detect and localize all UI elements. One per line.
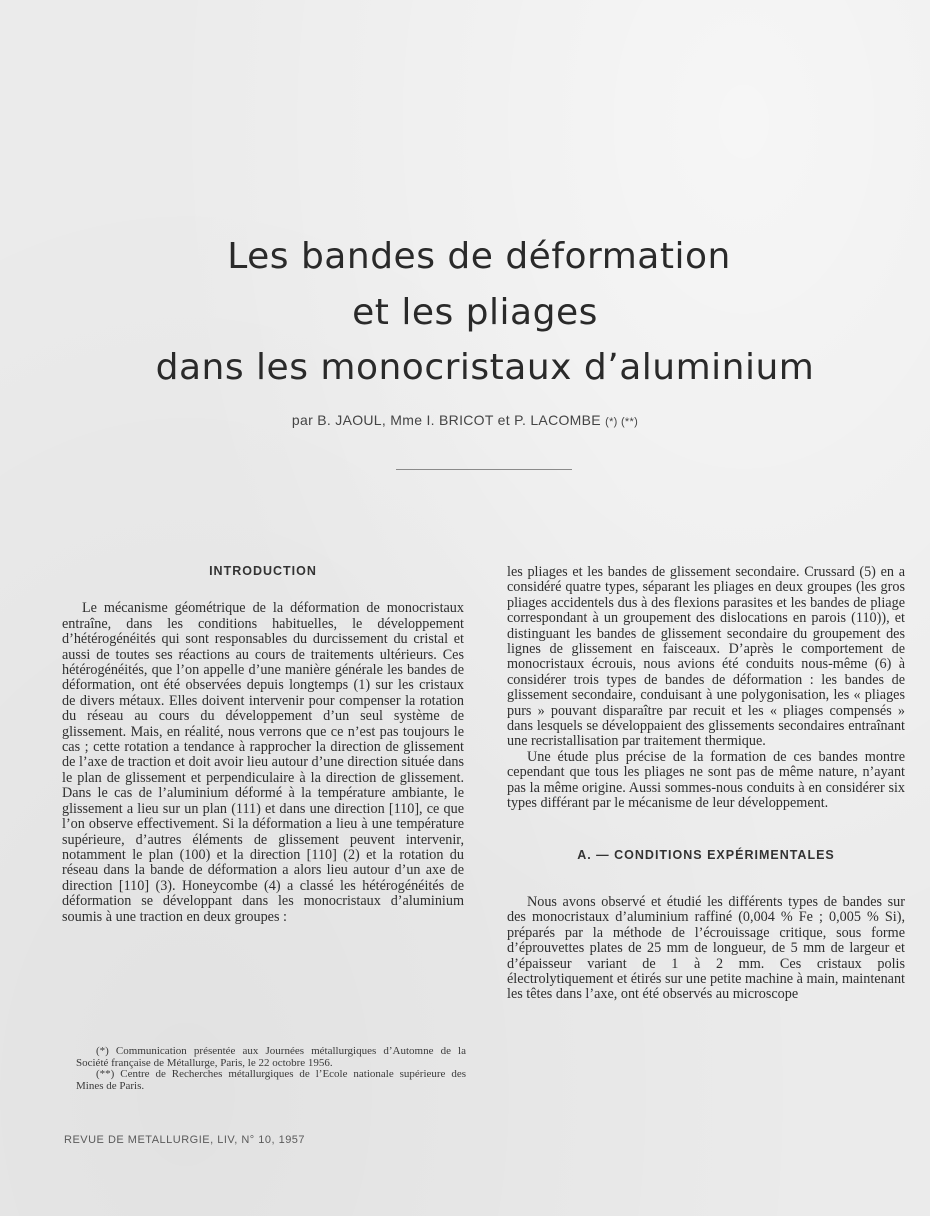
introduction-heading: INTRODUCTION bbox=[209, 564, 317, 578]
article-title-line-2: et les pliages bbox=[352, 292, 598, 333]
body-paragraph-1: les pliages et les bandes de glissement secondaire. Crussard (5) en a considéré quatre types, séparant les pliages en deux groupes (les gros pliages accidentels dus à des flexions parasites et les bandes de pliage correspondant à un groupement des dislocations en parois (110)), et distinguant les bandes de glissement secondaire du groupement des lignes de glissement en faisceaux. D’après le comportement de monocristaux écrouis, nous avions été conduits nous-même (6) à considérer trois types de bandes de déformation : les bandes de glissement secondaire, conduisant à une polygonisation, les « pliages purs » pouvant disparaître par recuit et les « pliages compensés » dans lesquels se développaient des glissements secondaires entraînant une recristallisation par traitement thermique. bbox=[507, 564, 905, 750]
footnotes bbox=[76, 1046, 466, 1092]
footnote-2: (**) Centre de Recherches métallurgiques de l’Ecole nationale supérieure des Mines de Paris. bbox=[76, 1068, 466, 1092]
body-paragraph-2: Une étude plus précise de la formation de ces bandes montre cependant que tous les pliages ne sont pas de même nature, n’ayant pas la même origine. Aussi sommes-nous conduits à en considérer six types différant par le mécanisme de leur développement. bbox=[507, 748, 905, 812]
section-heading-conditions: A. — CONDITIONS EXPÉRIMENTALES bbox=[577, 847, 835, 862]
author-line bbox=[0, 412, 930, 428]
introduction-paragraph: Le mécanisme géométrique de la déformation de monocristaux entraîne, dans les conditions habituelles, le développement d’hétérogénéités qui sont responsables du durcissement du cristal et aussi de toutes ses réactions au cours de traitements ultérieurs. Ces hétérogénéités, que l’on appelle d’une manière générale les bandes de déformation, ont été observées depuis longtemps (1) sur les cristaux de divers métaux. Elles doivent intervenir pour compenser la rotation du réseau au cours du développement d’un seul système de glissement. Mais, en réalité, nous verrons que ce n’est pas toujours le cas ; cette rotation a tendance à rapprocher la direction de glissement de l’axe de traction et doit avoir lieu autour d’une direction située dans le plan de glissement et perpendiculaire à la direction de glissement. Dans le cas de l’aluminium déformé à la température ambiante, le glissement a lieu sur un plan (111) et dans une direction [110], ce que l’on observe effectivement. Si la déformation a lieu à une température supérieure, d’autres éléments de glissement peuvent intervenir, notamment le plan (100) et la direction [110] (2) et la rotation du réseau dans la bande de déformation a alors lieu autour d’un axe de direction [110] (3). Honeycombe (4) a classé les hétérogénéités de déformation se développant dans les monocristaux d’aluminium soumis à une traction en deux groupes : bbox=[62, 600, 464, 925]
body-paragraph-3: Nous avons observé et étudié les différents types de bandes sur des monocristaux d’aluminium raffiné (0,004 % Fe ; 0,005 % Si), préparés par la méthode de l’écrouissage critique, sous forme d’éprouvettes plates de 25 mm de longueur, de 5 mm de largeur et d’épaisseur variant de 1 à 2 mm. Ces cristaux polis électrolytiquement et étirés sur une petite machine à main, maintenant les têtes dans l’axe, ont été observés au microscope bbox=[507, 893, 905, 1003]
author-footnote-marks: (*) (**) bbox=[605, 416, 639, 428]
article-title-line-3: dans les monocristaux d’aluminium bbox=[155, 347, 815, 388]
left-column bbox=[62, 560, 464, 925]
author-names: par B. JAOUL, Mme I. BRICOT et P. LACOMBE bbox=[291, 412, 601, 428]
title-divider bbox=[396, 469, 572, 470]
footnote-1: (*) Communication présentée aux Journées métallurgiques d’Automne de la Société française de Métallurge, Paris, le 22 octobre 1956. bbox=[76, 1045, 466, 1069]
right-column bbox=[507, 565, 905, 1003]
article-title-line-1: Les bandes de déformation bbox=[227, 236, 731, 277]
journal-reference: REVUE DE METALLURGIE, LIV, N° 10, 1957 bbox=[64, 1134, 306, 1146]
